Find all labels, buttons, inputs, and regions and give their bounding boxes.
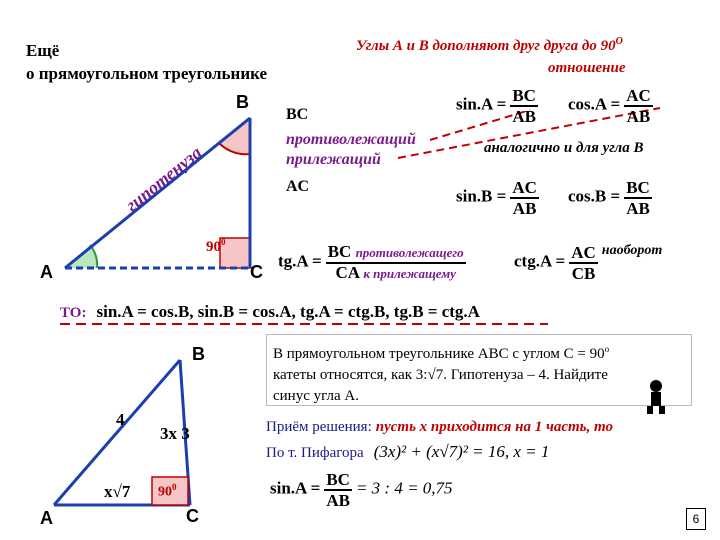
legend-ac: AC <box>286 178 310 195</box>
sin-b-formula: sin.B = $\frac{AC}{AB}$ <box>456 178 537 218</box>
problem-line2: катеты относятся, как 3:√7. Гипотенуза – 4. Найдите <box>273 367 608 383</box>
triangle1-right-angle-label: $90^0$ <box>206 237 226 255</box>
triangle2-vertex-a: A <box>40 508 53 528</box>
tg-a-formula: tg.A = $\frac{\text{BC противолежащего}}{\text{CA к прилежащему}}$ <box>278 242 464 282</box>
triangle2-right-angle-label: $90^0$ <box>158 482 177 500</box>
page-number: 6 <box>686 508 706 530</box>
thinking-figure-icon <box>642 378 670 414</box>
hypotenuse-label: гипотенуза <box>121 142 206 216</box>
top-note-line2: отношение <box>548 60 626 76</box>
ctg-a-formula: ctg.A = $\frac{AC}{CB}$ наоборот <box>514 243 663 283</box>
solution-line1: Приём решения: пусть x приходится на 1 часть, то <box>266 419 613 435</box>
cos-b-formula: cos.B = $\frac{BC}{AB}$ <box>568 178 650 218</box>
identity-underline <box>60 322 550 326</box>
triangle2-leg-ac-label: x√7 <box>104 482 131 501</box>
triangle1-vertex-c: C <box>250 262 263 282</box>
triangle2-vertex-b: B <box>192 344 205 364</box>
triangle1-vertex-b: B <box>236 92 249 112</box>
heading-line1: Ещё <box>26 41 60 60</box>
triangle2-vertex-c: C <box>186 506 199 526</box>
answer-formula: sin.A = $\frac{BC}{AB}$ = 3 : 4 = 0,75 <box>270 470 453 510</box>
triangle2-hyp-label: 4 <box>116 410 125 429</box>
top-note-line1: Углы А и В дополняют друг друга до $90^О$ <box>356 36 623 54</box>
problem-line1: В прямоугольном треугольнике АВС с углом $С = 90^о$ <box>273 344 610 362</box>
identity-row: ТО: sin.A = cos.B, sin.B = cos.A, tg.A = ctg.B, tg.B = ctg.A <box>60 302 480 321</box>
problem-box <box>266 334 692 406</box>
legend-opposite: противолежащий <box>286 131 416 148</box>
solution-line2: По т. Пифагора (3x)² + (x√7)² = 16, x = 1 <box>266 442 550 461</box>
triangle-2 <box>40 335 240 520</box>
legend-bc: BC <box>286 106 309 123</box>
triangle1-vertex-a: A <box>40 262 53 282</box>
triangle2-leg-bc-label: 3x 3 <box>160 424 190 443</box>
problem-line3: синус угла А. <box>273 388 359 404</box>
similar-note: аналогично и для угла В <box>484 140 644 156</box>
sin-a-formula: sin.A = $\frac{BC}{AB}$ <box>456 86 536 126</box>
legend-adjacent: прилежащий <box>286 151 381 168</box>
heading-line2: о прямоугольном треугольнике <box>26 64 268 83</box>
cos-a-formula: cos.A = $\frac{AC}{AB}$ <box>568 86 651 126</box>
